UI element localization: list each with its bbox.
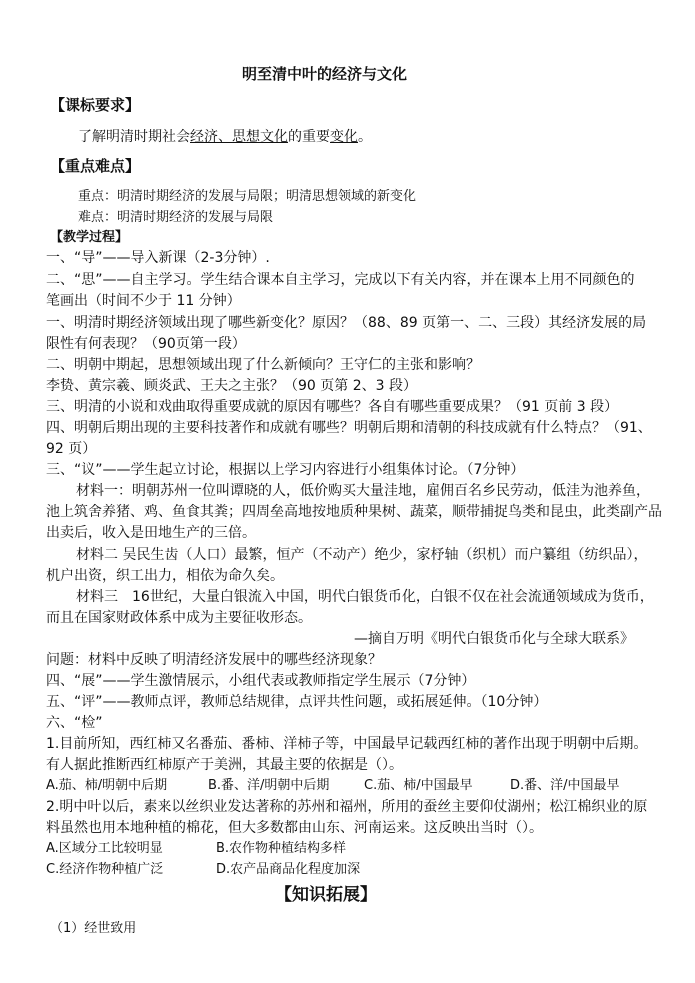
quiz-2-option-a: A.区域分工比较明显 <box>46 841 163 856</box>
material-1-line1: 材料一：明朝苏州一位叫谭晓的人，低价购买大量洼地，雇佣百名乡民劳动，低洼为池养鱼， <box>76 483 650 499</box>
key-points-heading: 【重点难点】 <box>50 157 141 175</box>
question-4-line1: 四、明朝后期出现的主要科技著作和成就有哪些？明朝后期和清朝的科技成就有什么特点？（91、 <box>46 420 652 436</box>
question-4-line2: 92 页） <box>46 441 97 457</box>
quiz-2-line2: 料虽然也用本地种植的棉花，但大多数都由山东、河南运来。这反映出当时（）。 <box>46 820 543 836</box>
quiz-2-line1: 2.明中叶以后，素来以丝织业发达著称的苏州和福州，所用的蚕丝主要仰仗湖州；松江棉织业的原 <box>46 799 648 815</box>
difficulty-text: 难点：明清时期经济的发展与局限 <box>78 210 274 225</box>
curriculum-text <box>78 127 372 147</box>
quiz-1-option-b: B.番、洋/明朝中后期 <box>208 778 330 793</box>
step-discuss: 三、“议”——学生起立讨论，根据以上学习内容进行小组集体讨论。（7分钟） <box>46 462 525 478</box>
material-2-line1: 材料二 吴民生齿（人口）最繁，恒产（不动产）绝少，家杼轴（织机）而户纂组（纺织品）， <box>76 547 648 563</box>
extension-heading: 【知识拓展】 <box>275 885 377 905</box>
material-3-line1: 材料三 16世纪，大量白银流入中国，明代白银货币化，白银不仅在社会流通领域成为货币， <box>76 589 654 605</box>
step-guide: 一、“导”——导入新课（2-3分钟）. <box>46 250 270 266</box>
quiz-1-line1: 1.目前所知，西红柿又名番茄、番柿、洋柿子等，中国最早记载西红柿的著作出现于明朝中后期。 <box>46 736 648 752</box>
page-title: 明至清中叶的经济与文化 <box>242 65 408 83</box>
key-point-text: 重点：明清时期经济的发展与局限；明清思想领域的新变化 <box>78 189 417 204</box>
step-think-line1: 二、“思”——自主学习。学生结合课本自主学习，完成以下有关内容，并在课本上用不同颜色的 <box>46 272 635 288</box>
material-3-line2: 而且在国家财政体系中成为主要征收形态。 <box>46 610 312 626</box>
quiz-1-option-a: A.茄、柿/明朝中后期 <box>46 778 168 793</box>
step-think-line2: 笔画出（时间不少于 11 分钟） <box>46 293 241 309</box>
curriculum-text-d: 变化 <box>330 129 358 145</box>
curriculum-text-b: 经济、思想文化 <box>190 129 288 145</box>
question-1-line2: 限性有何表现？（90页第一段） <box>46 336 246 352</box>
material-1-line3: 出卖后，收入是田地生产的三倍。 <box>46 525 256 541</box>
step-check: 六、“检” <box>46 715 103 731</box>
quiz-2-option-c: C.经济作物种植广泛 <box>46 862 164 877</box>
material-3-source: —摘自万明《明代白银货币化与全球大联系》 <box>354 631 634 647</box>
question-2-line2: 李贽、黄宗羲、顾炎武、王夫之主张？（90 页第 2、3 段） <box>46 378 417 394</box>
curriculum-heading: 【课标要求】 <box>50 96 141 114</box>
curriculum-text-a: 了解明清时期社会 <box>78 129 190 145</box>
step-show: 四、“展”——学生激情展示，小组代表或教师指定学生展示（7分钟） <box>46 673 476 689</box>
quiz-2-option-b: B.农作物种植结构多样 <box>216 841 347 856</box>
discussion-question: 问题：材料中反映了明清经济发展中的哪些经济现象？ <box>46 652 382 668</box>
quiz-2-option-d: D.农产品商品化程度加深 <box>216 862 361 877</box>
question-3: 三、明清的小说和戏曲取得重要成就的原因有哪些？各自有哪些重要成果？（91 页前 3 段） <box>46 399 619 415</box>
curriculum-text-c: 的重要 <box>288 129 330 145</box>
material-2-line2: 机户出资，织工出力，相依为命久矣。 <box>46 568 284 584</box>
material-1-line2: 池上筑舍养猪、鸡、鱼食其粪；四周垒高地按地质种果树、蔬菜，顺带捕捉鸟类和昆虫，此类副产品 <box>46 504 662 520</box>
quiz-1-option-d: D.番、洋/中国最早 <box>510 778 620 793</box>
quiz-1-option-c: C.茄、柿/中国最早 <box>364 778 473 793</box>
question-2-line1: 二、明朝中期起，思想领域出现了什么新倾向？王守仁的主张和影响？ <box>46 357 480 373</box>
process-heading: 【教学过程】 <box>50 230 129 245</box>
extension-item-1: （1）经世致用 <box>50 921 137 936</box>
curriculum-text-e: 。 <box>358 129 372 145</box>
step-review: 五、“评”——教师点评，教师总结规律，点评共性问题，或拓展延伸。（10分钟） <box>46 694 548 710</box>
quiz-1-line2: 有人据此推断西红柿原产于美洲，其最主要的依据是（）。 <box>46 757 403 773</box>
question-1-line1: 一、明清时期经济领域出现了哪些新变化？原因？（88、89 页第一、二、三段）其经济发展的局 <box>46 315 647 331</box>
